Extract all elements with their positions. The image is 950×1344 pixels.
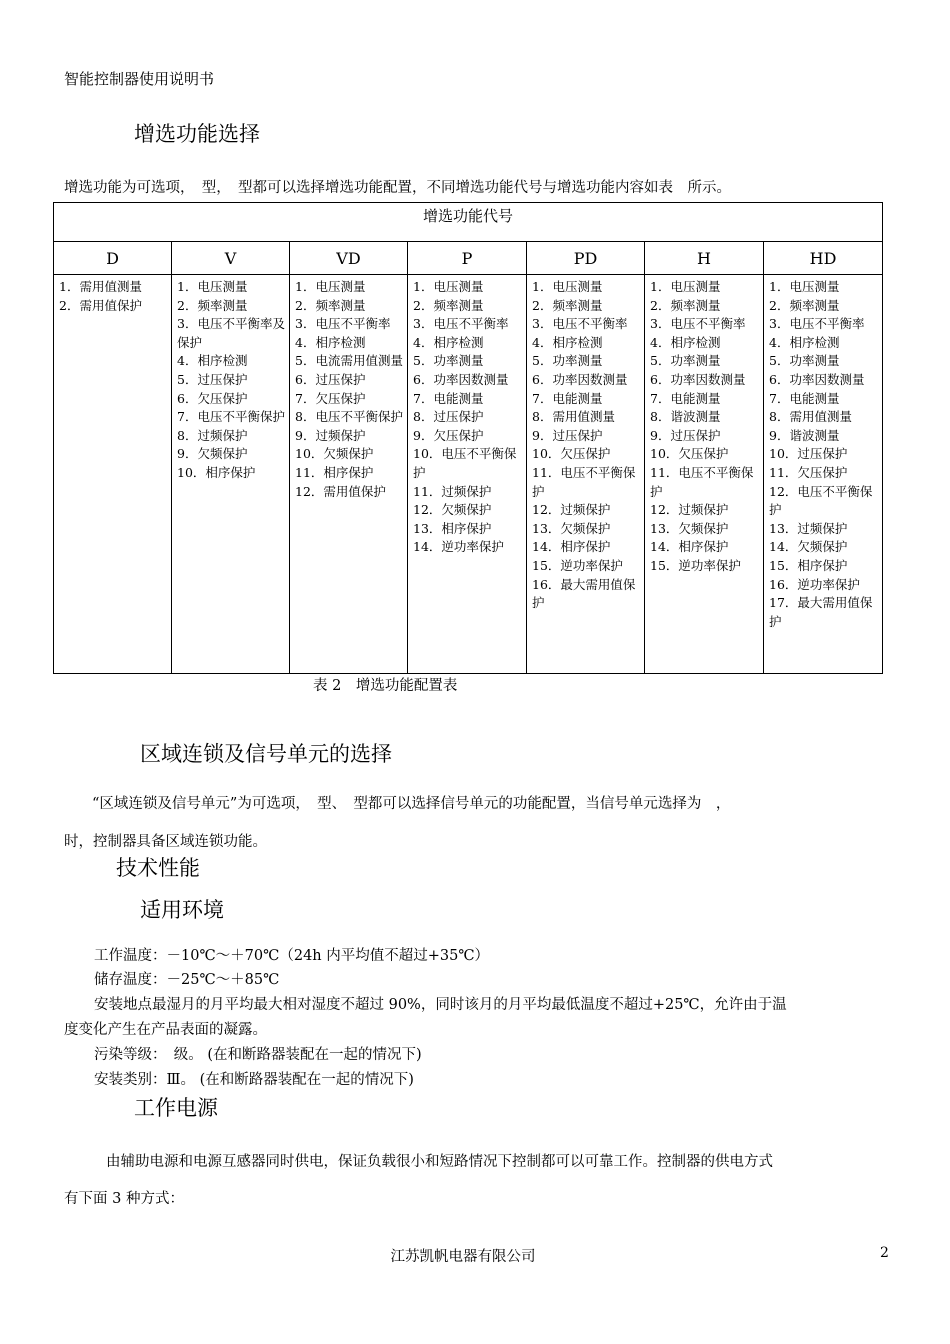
- running-header: 智能控制器使用说明书: [64, 70, 215, 88]
- feature-item: 9．过频保护: [295, 427, 366, 443]
- feature-item: 2．频率测量: [177, 297, 248, 313]
- feature-item: 10．过压保护: [769, 446, 848, 462]
- feature-item: 2．频率测量: [769, 297, 840, 313]
- feature-item: 3．电压不平衡率: [413, 316, 509, 332]
- feature-item: 5．功率测量: [769, 353, 840, 369]
- feature-item: 9．欠压保护: [413, 427, 484, 443]
- feature-code: HD: [764, 242, 883, 275]
- page-number: 2: [880, 1245, 889, 1261]
- section-heading-zone-interlock: 区域连锁及信号单元的选择: [140, 742, 392, 766]
- feature-list-d: [54, 275, 172, 674]
- feature-item: 1．需用值测量: [59, 279, 142, 294]
- feature-item: 12．电压不平衡保护: [769, 483, 873, 518]
- feature-item: 11．过频保护: [413, 483, 492, 499]
- feature-item: 10．欠频保护: [295, 446, 374, 462]
- env-install-category: 安装类别：Ⅲ。 (在和断路器装配在一起的情况下): [94, 1072, 414, 1088]
- feature-item: 5．电流需用值测量: [295, 353, 403, 369]
- feature-item: 14．相序保护: [650, 539, 729, 555]
- feature-item: 14．相序保护: [532, 539, 611, 555]
- env-pollution-level: 污染等级： 级。 (在和断路器装配在一起的情况下): [94, 1047, 422, 1063]
- feature-item: 15．相序保护: [769, 557, 848, 573]
- feature-item: 8．谐波测量: [650, 409, 721, 425]
- feature-item: 3．电压不平衡率: [532, 316, 628, 332]
- feature-item: 6．功率因数测量: [650, 371, 746, 387]
- zone-interlock-text-line2: 时，控制器具备区域连锁功能。: [64, 834, 267, 850]
- feature-item: 5．功率测量: [532, 353, 603, 369]
- feature-item: 9．谐波测量: [769, 427, 840, 443]
- feature-item: 1．电压测量: [295, 279, 366, 294]
- zone-interlock-text-line1: “区域连锁及信号单元”为可选项， 型、 型都可以选择信号单元的功能配置，当信号单元选择为 ，: [92, 796, 731, 812]
- feature-item: 9．过压保护: [532, 427, 603, 443]
- feature-list-row: [54, 275, 883, 674]
- env-working-temperature: 工作温度：－10℃～＋70℃（24h 内平均值不超过+35℃）: [94, 948, 490, 964]
- section-heading-environment: 适用环境: [140, 898, 224, 922]
- feature-item: 6．功率因数测量: [413, 371, 509, 387]
- feature-code: D: [54, 242, 172, 275]
- feature-item: 7．电能测量: [650, 390, 721, 406]
- footer-company: 江苏凯帆电器有限公司: [390, 1249, 536, 1265]
- feature-item: 6．过压保护: [295, 371, 366, 387]
- feature-item: 14．逆功率保护: [413, 539, 504, 555]
- feature-item: 15．逆功率保护: [532, 557, 623, 573]
- section-heading-tech-performance: 技术性能: [116, 856, 200, 880]
- feature-list-h: [645, 275, 764, 674]
- feature-item: 16．逆功率保护: [769, 576, 860, 592]
- feature-item: 10．相序保护: [177, 464, 256, 480]
- feature-item: 12．需用值保护: [295, 483, 386, 499]
- feature-item: 5．功率测量: [413, 353, 484, 369]
- feature-item: 10．欠压保护: [650, 446, 729, 462]
- feature-item: 3．电压不平衡率: [769, 316, 865, 332]
- feature-item: 13．相序保护: [413, 520, 492, 536]
- feature-item: 9．过压保护: [650, 427, 721, 443]
- feature-item: 2．频率测量: [532, 297, 603, 313]
- feature-item: 4．相序检测: [650, 334, 721, 350]
- feature-code: P: [408, 242, 527, 275]
- feature-item: 2．频率测量: [295, 297, 366, 313]
- env-storage-temperature: 储存温度：－25℃～＋85℃: [94, 972, 280, 988]
- feature-item: 6．功率因数测量: [769, 371, 865, 387]
- feature-item: 16．最大需用值保护: [532, 576, 636, 611]
- feature-item: 5．过压保护: [177, 371, 248, 387]
- feature-table-title: 增选功能代号: [54, 203, 883, 242]
- power-supply-text-line2: 有下面 3 种方式：: [64, 1191, 184, 1207]
- feature-item: 11．欠压保护: [769, 464, 848, 480]
- feature-item: 4．相序检测: [532, 334, 603, 350]
- feature-item: 9．欠频保护: [177, 446, 248, 462]
- feature-item: 1．电压测量: [413, 279, 484, 294]
- feature-item: 3．电压不平衡率: [650, 316, 746, 332]
- feature-item: 1．电压测量: [650, 279, 721, 294]
- feature-item: 8．过频保护: [177, 427, 248, 443]
- feature-item: 1．电压测量: [769, 279, 840, 294]
- feature-item: 10．欠压保护: [532, 446, 611, 462]
- feature-list-p: [408, 275, 527, 674]
- feature-item: 2．频率测量: [413, 297, 484, 313]
- feature-item: 7．欠压保护: [295, 390, 366, 406]
- feature-item: 6．欠压保护: [177, 390, 248, 406]
- feature-item: 5．功率测量: [650, 353, 721, 369]
- feature-item: 8．电压不平衡保护: [295, 409, 403, 425]
- feature-table: [53, 202, 883, 674]
- feature-code: VD: [290, 242, 408, 275]
- feature-code: V: [172, 242, 290, 275]
- feature-item: 12．过频保护: [650, 502, 729, 518]
- feature-item: 10．电压不平衡保护: [413, 446, 517, 480]
- feature-item: 1．电压测量: [532, 279, 603, 294]
- feature-list-vd: [290, 275, 408, 674]
- optional-features-intro: 增选功能为可选项， 型， 型都可以选择增选功能配置，不同增选功能代号与增选功能内容如表 所示。: [64, 180, 731, 196]
- feature-item: 11．电压不平衡保护: [650, 464, 754, 499]
- feature-item: 7．电能测量: [413, 390, 484, 406]
- env-humidity-line1: 安装地点最湿月的月平均最大相对湿度不超过 90%，同时该月的月平均最低温度不超过+25℃，允许由于温: [94, 997, 787, 1013]
- feature-item: 7．电压不平衡保护: [177, 409, 285, 425]
- feature-item: 11．电压不平衡保护: [532, 464, 636, 499]
- feature-item: 8．过压保护: [413, 409, 484, 425]
- feature-item: 3．电压不平衡率: [295, 316, 391, 332]
- feature-item: 13．欠频保护: [532, 520, 611, 536]
- feature-code: H: [645, 242, 764, 275]
- section-heading-power-supply: 工作电源: [134, 1096, 218, 1120]
- env-humidity-line2: 度变化产生在产品表面的凝露。: [64, 1022, 267, 1038]
- feature-item: 7．电能测量: [769, 390, 840, 406]
- feature-item: 2．需用值保护: [59, 297, 142, 313]
- feature-item: 17．最大需用值保护: [769, 595, 873, 629]
- section-heading-optional-features: 增选功能选择: [134, 122, 260, 146]
- feature-item: 13．过频保护: [769, 520, 848, 536]
- feature-list-v: [172, 275, 290, 674]
- feature-item: 12．过频保护: [532, 502, 611, 518]
- feature-item: 4．相序检测: [295, 334, 366, 350]
- feature-item: 13．欠频保护: [650, 520, 729, 536]
- feature-item: 3．电压不平衡率及保护: [177, 316, 285, 350]
- table-caption: 表 2 增选功能配置表: [313, 678, 458, 694]
- feature-item: 14．欠频保护: [769, 539, 848, 555]
- feature-item: 7．电能测量: [532, 390, 603, 406]
- feature-code: PD: [527, 242, 645, 275]
- feature-list-hd: [764, 275, 883, 674]
- feature-item: 11．相序保护: [295, 464, 374, 480]
- feature-item: 6．功率因数测量: [532, 371, 628, 387]
- feature-item: 8．需用值测量: [769, 409, 852, 425]
- feature-code-row: [54, 242, 883, 275]
- feature-item: 8．需用值测量: [532, 409, 615, 425]
- power-supply-text-line1: 由辅助电源和电源互感器同时供电，保证负载很小和短路情况下控制都可以可靠工作。控制器的供电方式: [106, 1154, 773, 1170]
- feature-item: 2．频率测量: [650, 297, 721, 313]
- feature-item: 12．欠频保护: [413, 502, 492, 518]
- feature-item: 15．逆功率保护: [650, 557, 741, 573]
- feature-item: 4．相序检测: [177, 353, 248, 369]
- feature-item: 4．相序检测: [769, 334, 840, 350]
- feature-item: 1．电压测量: [177, 279, 248, 294]
- feature-list-pd: [527, 275, 645, 674]
- feature-item: 4．相序检测: [413, 334, 484, 350]
